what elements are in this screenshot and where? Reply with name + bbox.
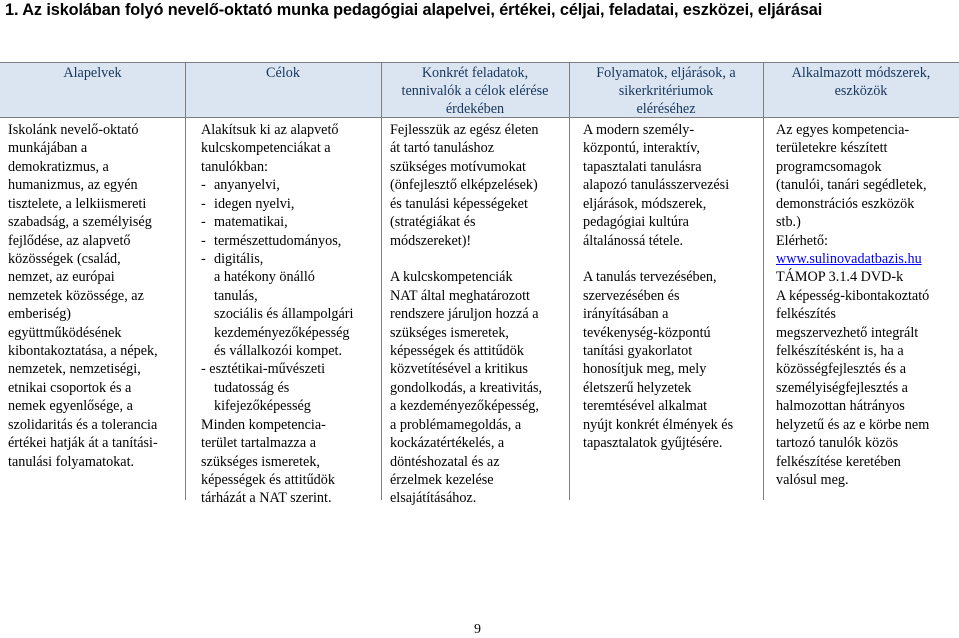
list-bullet: - [201, 250, 206, 267]
text-line: szabadság, a személyiség [8, 214, 152, 231]
text-line: Minden kompetencia- [201, 416, 326, 433]
text-line: (tanulói, tanári segédletek, [776, 177, 927, 194]
text-line: és vállalkozói kompet. [214, 343, 343, 360]
text-line: felkészítésként is, ha a [776, 343, 904, 360]
text-line: A tanulás tervezésében, [583, 269, 717, 286]
text-line: együttműködésének [8, 324, 122, 341]
text-line: tapasztalati tanulásra [583, 158, 702, 175]
text-line: szervezésében és [583, 287, 680, 304]
list-bullet: - [201, 214, 206, 231]
text-line: szükséges motívumokat [390, 158, 526, 175]
header-alapelvek [0, 64, 185, 82]
text-line: tanulási folyamatokat. [8, 453, 135, 470]
modszerek-paragraph-2 [776, 268, 929, 489]
text-line: tisztelete, a lelkiismereti [8, 195, 147, 212]
text-line: tennivalók a célok elérése [401, 83, 549, 99]
text-line: szükséges ismeretek, [390, 324, 509, 341]
text-line: megszervezhető integrált [776, 324, 919, 341]
text-line: alapozó tanulásszervezési [583, 177, 730, 194]
text-line: Konkrét feladatok, [421, 65, 529, 81]
text-line: Az egyes kompetencia- [776, 122, 910, 138]
text-line: szociális és állampolgári [214, 306, 354, 323]
sulinova-link[interactable]: www.sulinovadatbazis.hu [776, 250, 922, 267]
list-bullet: - [201, 177, 206, 194]
text-line: etnikai csoportok és a [8, 379, 132, 396]
cell-folyamatok [583, 121, 733, 453]
text-line: személyiségfejlesztés a [776, 379, 908, 396]
text-line: TÁMOP 3.1.4 DVD-k [776, 269, 904, 286]
column-divider [763, 62, 764, 500]
column-divider [185, 62, 186, 500]
text-line: terület tartalmazza a [201, 435, 316, 452]
text-line: szolidaritás és a tolerancia [8, 416, 158, 433]
feladatok-paragraph-1 [390, 121, 542, 250]
text-line: (önfejlesztő elképzelések) [390, 177, 538, 194]
text-line: Alapelvek [63, 65, 122, 81]
text-line: közösségek (család, [8, 250, 121, 267]
text-line: központú, interaktív, [583, 140, 700, 157]
text-line: irányításában a [583, 306, 669, 323]
text-line: programcsomagok [776, 158, 882, 175]
celok-intro [201, 121, 340, 176]
text-line: (stratégiákat és [390, 214, 476, 231]
text-line: képességek és attitűdök [201, 472, 335, 489]
text-line: a hatékony önálló [214, 269, 315, 286]
text-line: nyújt konkrét élmények és [583, 416, 734, 433]
text-line: nemzet, az európai [8, 269, 115, 286]
art-competence-line: tudatosság és [214, 379, 290, 396]
folyamatok-paragraph-1 [583, 121, 733, 250]
text-line: Alakítsuk ki az alapvető [201, 122, 339, 138]
celok-outro [201, 416, 340, 508]
text-line: pedagógiai kultúra [583, 214, 689, 231]
text-line: értékei hatják át a tanítási- [8, 435, 158, 452]
text-line: rendszere járuljon hozzá a [390, 306, 539, 323]
text-line: Folyamatok, eljárások, a [596, 65, 736, 81]
page-number: 9 [474, 622, 481, 637]
folyamatok-paragraph-2 [583, 268, 733, 452]
column-divider [381, 62, 382, 500]
text-line: közvetítésével a kritikus [390, 361, 528, 378]
text-line: kulcskompetenciákat a [201, 140, 331, 157]
text-line: tanulókban: [201, 158, 268, 175]
text-line: - természettudományos, [201, 232, 342, 249]
text-line: - digitális, [201, 250, 264, 267]
header-folyamatok [569, 64, 763, 118]
available-label: Elérhető: [776, 232, 828, 249]
text-line: tapasztalatok gyűjtésére. [583, 435, 723, 452]
text-line: Iskolánk nevelő-oktató [8, 122, 139, 138]
text-line: helyzetű és az e körbe nem [776, 416, 930, 433]
list-bullet: - [201, 195, 206, 212]
text-line: stb.) [776, 214, 801, 231]
text-line: A képesség-kibontakoztató [776, 287, 930, 304]
text-line: felkészítése keretében [776, 453, 901, 470]
text-line: tartozó tanulók közös [776, 435, 899, 452]
art-competence [201, 360, 340, 415]
text-line: érzelmek kezelése [390, 472, 494, 488]
text-line: demonstrációs eszközök [776, 195, 915, 212]
modszerek-paragraph-1 [776, 121, 929, 232]
text-line: NAT által meghatározott [390, 287, 530, 304]
text-line: tanítási gyakorlatot [583, 343, 693, 360]
competence-list [201, 176, 353, 268]
text-line: kibontakoztatása, a népek, [8, 343, 158, 360]
text-line: át tartó tanuláshoz [390, 140, 495, 157]
text-line: szükséges ismeretek, [201, 453, 320, 470]
text-line: A kulcskompetenciák [390, 269, 513, 286]
section-title: 1. Az iskolában folyó nevelő-oktató munka pedagógiai alapelvei, értékei, céljai, feladatai, eszközei, eljárásai [5, 1, 823, 19]
cell-feladatok [390, 121, 542, 508]
text-line: valósul meg. [776, 472, 849, 489]
cell-alapelvek [8, 121, 158, 471]
text-line: munkájában a [8, 140, 88, 157]
header-modszerek [763, 64, 959, 100]
text-line: - matematikai, [201, 214, 288, 231]
text-line: - anyanyelvi, [201, 177, 280, 194]
text-line: halmozottan hátrányos [776, 398, 905, 415]
text-line: eszközök [834, 83, 888, 99]
column-divider [569, 62, 570, 500]
text-line: képességek és attitűdök [390, 343, 524, 360]
cell-celok [201, 121, 354, 508]
text-line: és tanulási képességeket [390, 195, 528, 212]
text-line: területekre készített [776, 140, 888, 157]
text-line: humanizmus, az egyén [8, 177, 138, 194]
header-feladatok [381, 64, 569, 118]
text-line: sikerkritériumok [618, 83, 714, 99]
header-celok [185, 64, 381, 82]
competence-list-continued [214, 268, 353, 360]
text-line: Alkalmazott módszerek, [791, 65, 931, 81]
text-line: érdekében [445, 101, 505, 117]
text-line: döntéshozatal és az [390, 453, 500, 470]
text-line: A modern személy- [583, 122, 695, 138]
text-line: a problémamegoldás, a [390, 416, 522, 433]
text-line: módszereket)! [390, 232, 472, 249]
text-line: kockázatértékelés, a [390, 435, 505, 452]
text-line: felkészítés [776, 306, 836, 323]
text-line: fejlődése, az alapvető [8, 232, 131, 249]
text-line: tanulás, [214, 287, 258, 304]
text-line: Célok [266, 65, 300, 81]
text-line: a kezdeményezőképesség, [390, 398, 539, 415]
text-line: tevékenység-központú [583, 324, 711, 341]
text-line: nemzetek közössége, az [8, 287, 144, 304]
text-line: emberiség) [8, 306, 72, 323]
text-line: elsajátításához. [390, 490, 477, 507]
feladatok-paragraph-2 [390, 268, 542, 507]
art-competence-line: - esztétikai-művészeti [201, 361, 326, 378]
table-top-rule [0, 62, 959, 63]
text-line: nemek egyenlősége, a [8, 398, 133, 415]
text-line: eléréséhez [636, 101, 696, 117]
text-line: tárházát a NAT szerint. [201, 490, 332, 507]
text-line: nemzetek, nemzetiségi, [8, 361, 141, 378]
text-line: általánossá tétele. [583, 232, 684, 249]
text-line: közösségfejlesztés és a [776, 361, 907, 378]
text-line: életszerű helyzetek [583, 379, 692, 396]
text-line: demokratizmus, a [8, 158, 109, 175]
text-line: - idegen nyelvi, [201, 195, 295, 212]
text-line: Fejlesszük az egész életen [390, 122, 539, 138]
text-line: eljárások, módszerek, [583, 195, 707, 212]
list-bullet: - [201, 232, 206, 249]
art-competence-line: kifejezőképesség [214, 398, 311, 415]
text-line: kezdeményezőképesség [214, 324, 350, 341]
cell-modszerek [776, 121, 929, 489]
text-line: teremtésével alkalmat [583, 398, 708, 415]
text-line: honosítjuk meg, mely [583, 361, 707, 378]
text-line: gondolkodás, a kreativitás, [390, 379, 543, 396]
